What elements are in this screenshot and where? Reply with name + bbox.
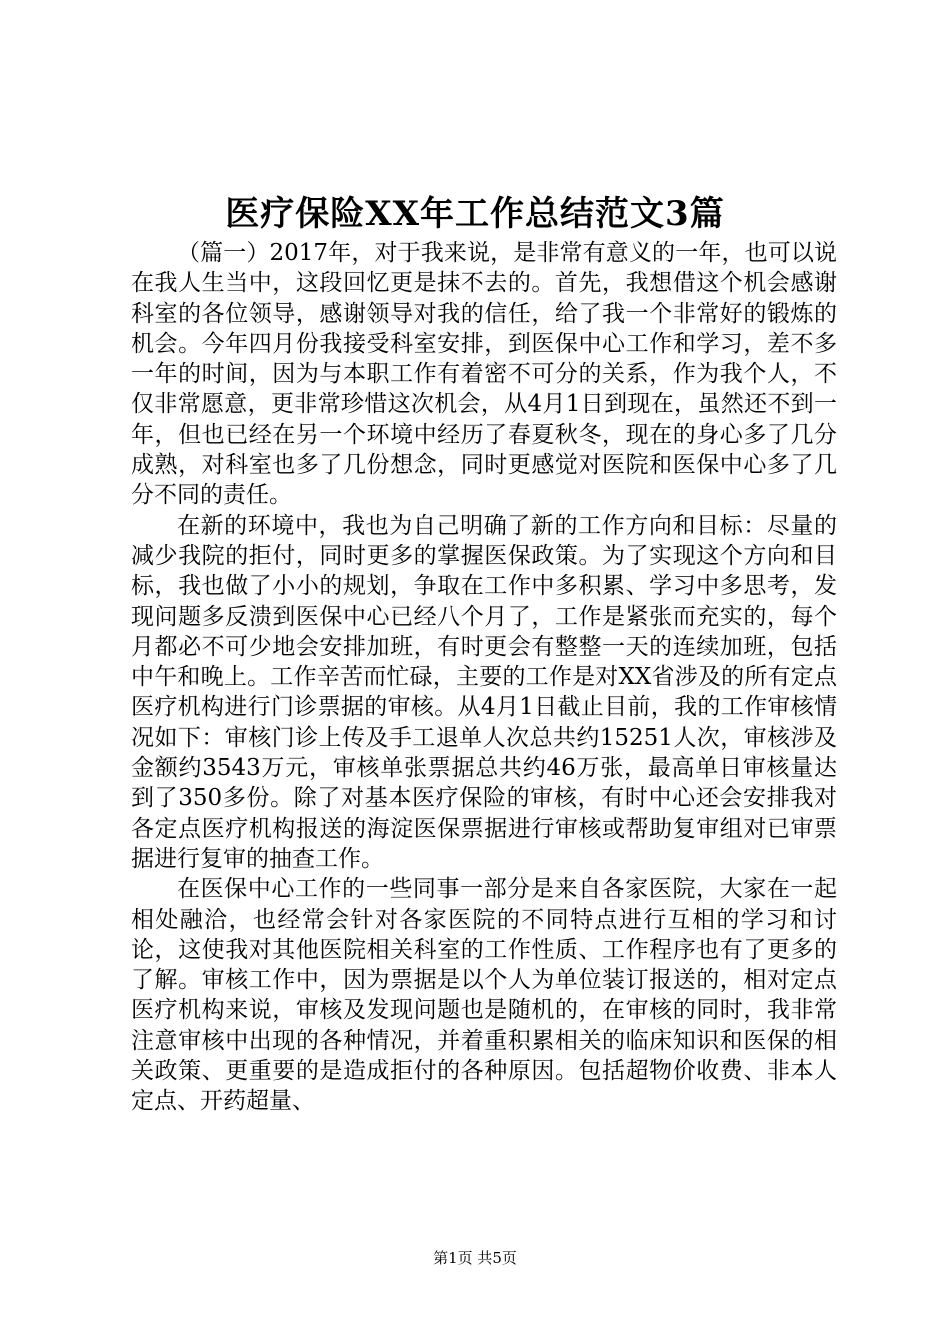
paragraph: （篇一）2017年，对于我来说，是非常有意义的一年，也可以说在我人生当中，这段回忆更是抹不去的。首先，我想借这个机会感谢科室的各位领导，感谢领导对我的信任，给了我一个非常好的锻炼的机会。今年四月份我接受科室安排，到医保中心工作和学习，差不多一年的时间，因为与本职工作有着密不可分的关系，作为我个人，不仅非常愿意，更非常珍惜这次机会，从4月1日到现在，虽然还不到一年，但也已经在另一个环境中经历了春夏秋冬，现在的身心多了几分成熟，对科室也多了几份想念，同时更感觉对医院和医保中心多了几分不同的责任。 [131, 240, 837, 509]
document-title: 医疗保险XX年工作总结范文3篇 [225, 194, 725, 234]
paragraph: 在医保中心工作的一些同事一部分是来自各家医院，大家在一起相处融洽，也经常会针对各家医院的不同特点进行互相的学习和讨论，这使我对其他医院相关科室的工作性质、工作程序也有了更多的了解。审核工作中，因为票据是以个人为单位装订报送的，相对定点医疗机构来说，审核及发现问题也是随机的，在审核的同时，我非常注意审核中出现的各种情况，并着重积累相关的临床知识和医保的相关政策、更重要的是造成拒付的各种原因。包括超物价收费、非本人定点、开药超量、 [131, 876, 837, 1115]
page-number-footer: 第1页 共5页 [433, 1249, 517, 1267]
document-body [131, 238, 837, 1117]
paragraph: 在新的环境中，我也为自己明确了新的工作方向和目标：尽量的减少我院的拒付，同时更多的掌握医保政策。为了实现这个方向和目标，我也做了小小的规划，争取在工作中多积累、学习中多思考，发现问题多反溃到医保中心已经八个月了，工作是紧张而充实的，每个月都必不可少地会安排加班，有时更会有整整一天的连续加班，包括中午和晚上。工作辛苦而忙碌，主要的工作是对XX省涉及的所有定点医疗机构进行门诊票据的审核。从4月1日截止目前，我的工作审核情况如下：审核门诊上传及手工退单人次总共约15251人次，审核涉及金额约3543万元，审核单张票据总共约46万张，最高单日审核量达到了350多份。除了对基本医疗保险的审核，有时中心还会安排我对各定点医疗机构报送的海淀医保票据进行审核或帮助复审组对已审票据进行复审的抽查工作。 [131, 512, 837, 872]
